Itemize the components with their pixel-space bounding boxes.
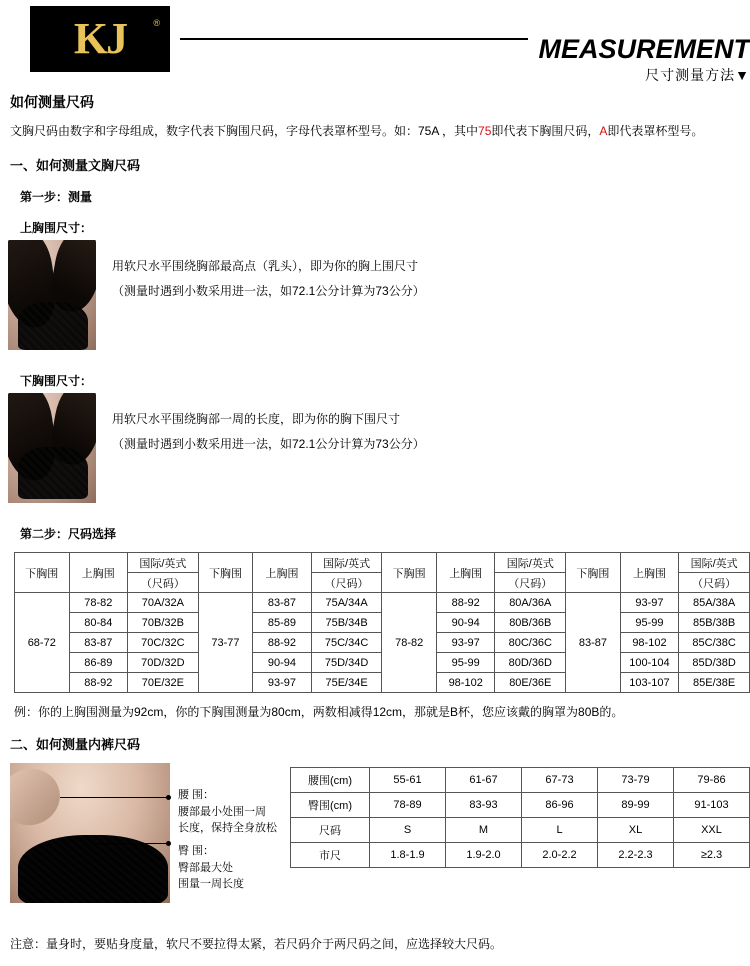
bust-cell: 83-87	[69, 633, 127, 653]
cell: XXL	[674, 818, 750, 843]
table-row	[291, 843, 750, 868]
intro-paragraph	[10, 122, 750, 141]
intl-cell: 75C/34C	[311, 633, 382, 653]
cell: 2.0-2.2	[522, 843, 598, 868]
cell: 83-93	[446, 793, 522, 818]
cell: 91-103	[674, 793, 750, 818]
table-row	[15, 593, 750, 613]
band-cell-2: 73-77	[198, 593, 253, 693]
cell: M	[446, 818, 522, 843]
registered-mark-icon: ®	[153, 18, 160, 28]
upper-bust-photo	[8, 240, 96, 350]
th-bust-4: 上胸围	[620, 553, 679, 593]
bust-cell: 90-94	[253, 653, 311, 673]
bust-cell: 98-102	[620, 633, 679, 653]
bra-size-table-body	[15, 593, 750, 693]
intl-cell: 75E/34E	[311, 673, 382, 693]
cell: S	[370, 818, 446, 843]
hip-leader-line	[96, 843, 170, 844]
hip-leader-dot	[166, 841, 171, 846]
bust-cell: 93-97	[620, 593, 679, 613]
intl-cell: 85B/38B	[679, 613, 750, 633]
upper-bust-line-1: 用软尺水平围绕胸部最高点（乳头），即为你的胸上围尺寸	[112, 259, 419, 274]
under-bust-label: 下胸围尺寸：	[20, 374, 93, 389]
cell: XL	[598, 818, 674, 843]
intro-highlight-a: A	[599, 124, 608, 138]
hip-desc-2: 围量一周长度	[178, 878, 244, 891]
row-label: 尺码	[291, 818, 370, 843]
step-one-title: 第一步：测量	[20, 190, 93, 205]
intl-cell: 70A/32A	[128, 593, 199, 613]
section-one-title: 一、如何测量文胸尺码	[10, 158, 141, 174]
intl-cell: 85C/38C	[679, 633, 750, 653]
upper-bust-line-2: （测量时遇到小数采用进一法，如72.1公分计算为73公分）	[112, 284, 425, 299]
intl-cell: 80E/36E	[495, 673, 566, 693]
under-bust-line-1: 用软尺水平围绕胸部一周的长度，即为你的胸下围尺寸	[112, 412, 401, 427]
upper-bust-block	[0, 240, 750, 358]
th-sub-4: （尺码）	[679, 573, 750, 593]
under-bust-block	[0, 393, 750, 511]
bust-cell: 83-87	[253, 593, 311, 613]
under-bust-instructions	[112, 407, 425, 457]
intl-cell: 70E/32E	[128, 673, 199, 693]
hip-measure-section	[0, 761, 750, 911]
cell: 67-73	[522, 768, 598, 793]
page-header	[0, 0, 750, 82]
waist-desc-2: 长度，保持全身放松	[178, 822, 277, 835]
intl-cell: 85E/38E	[679, 673, 750, 693]
intro-text-1: 文胸尺码由数字和字母组成，数字代表下胸围尺码，字母代表罩杯型号。如：75A ，其中	[10, 124, 479, 138]
intl-cell: 85D/38D	[679, 653, 750, 673]
bust-cell: 93-97	[436, 633, 495, 653]
hip-photo	[10, 763, 170, 903]
bust-cell: 95-99	[436, 653, 495, 673]
intl-cell: 80A/36A	[495, 593, 566, 613]
cell: 79-86	[674, 768, 750, 793]
example-text: 例：你的上胸围测量为92cm，你的下胸围测量为80cm，两数相减得12cm，那就是B杯，您应该戴的胸罩为80B的。	[14, 705, 624, 720]
intl-cell: 75D/34D	[311, 653, 382, 673]
waist-label: 腰 围：	[178, 789, 215, 802]
intl-cell: 85A/38A	[679, 593, 750, 613]
cell: 55-61	[370, 768, 446, 793]
bust-cell: 88-92	[253, 633, 311, 653]
waist-leader-dot	[166, 795, 171, 800]
cell: L	[522, 818, 598, 843]
th-sub-1: （尺码）	[128, 573, 199, 593]
cell: 2.2-2.3	[598, 843, 674, 868]
cell: 86-96	[522, 793, 598, 818]
brand-logo-text: KJ	[73, 14, 127, 63]
page-heading: 如何测量尺码	[10, 94, 94, 110]
cell: 1.8-1.9	[370, 843, 446, 868]
row-label: 市尺	[291, 843, 370, 868]
header-title-block	[528, 36, 750, 85]
intl-cell: 70B/32B	[128, 613, 199, 633]
th-bust-3: 上胸围	[436, 553, 495, 593]
intro-text-2: 即代表下胸围尺码，	[491, 124, 600, 138]
waist-label-block	[178, 787, 277, 837]
page-title-en: MEASUREMENT	[538, 34, 750, 64]
th-band-4: 下胸围	[566, 553, 621, 593]
hip-label-block	[178, 843, 244, 893]
th-bust-2: 上胸围	[253, 553, 311, 593]
bust-cell: 90-94	[436, 613, 495, 633]
photo-lace-bra-2	[18, 447, 88, 499]
section-two-title: 二、如何测量内裤尺码	[10, 737, 141, 753]
hip-desc-1: 臀部最大处	[178, 861, 233, 874]
bra-size-table-wrap	[14, 552, 750, 693]
intl-cell: 70D/32D	[128, 653, 199, 673]
intro-text-3: 即代表罩杯型号。	[607, 124, 704, 138]
th-intl-3: 国际/英式	[495, 553, 566, 573]
cell: 73-79	[598, 768, 674, 793]
brand-logo	[30, 6, 170, 72]
cell: ≥2.3	[674, 843, 750, 868]
row-label: 臀围(cm)	[291, 793, 370, 818]
th-sub-3: （尺码）	[495, 573, 566, 593]
cell: 61-67	[446, 768, 522, 793]
bra-size-table	[14, 552, 750, 693]
cell: 78-89	[370, 793, 446, 818]
panty-size-table	[290, 767, 750, 868]
intl-cell: 70C/32C	[128, 633, 199, 653]
intl-cell: 80D/36D	[495, 653, 566, 673]
intl-cell: 80B/36B	[495, 613, 566, 633]
bust-cell: 98-102	[436, 673, 495, 693]
band-cell-3: 78-82	[382, 593, 437, 693]
photo-lace-bra	[18, 302, 88, 350]
upper-bust-label: 上胸围尺寸：	[20, 221, 93, 236]
th-band-1: 下胸围	[15, 553, 70, 593]
table-row	[291, 793, 750, 818]
bra-size-table-head	[15, 553, 750, 593]
th-sub-2: （尺码）	[311, 573, 382, 593]
table-row	[291, 768, 750, 793]
bust-cell: 86-89	[69, 653, 127, 673]
intl-cell: 75A/34A	[311, 593, 382, 613]
th-band-2: 下胸围	[198, 553, 253, 593]
waist-desc-1: 腰部最小处围一周	[178, 805, 266, 818]
hip-label: 臀 围：	[178, 845, 215, 858]
th-intl-1: 国际/英式	[128, 553, 199, 573]
hip-photo-panty	[18, 835, 168, 903]
intl-cell: 75B/34B	[311, 613, 382, 633]
under-bust-photo	[8, 393, 96, 503]
waist-leader-line	[60, 797, 170, 798]
th-band-3: 下胸围	[382, 553, 437, 593]
upper-bust-instructions	[112, 254, 425, 304]
bust-cell: 95-99	[620, 613, 679, 633]
table-row	[291, 818, 750, 843]
cell: 1.9-2.0	[446, 843, 522, 868]
page-title-cn: 尺寸测量方法▼	[645, 67, 750, 83]
panty-size-table-body	[291, 768, 750, 868]
th-intl-4: 国际/英式	[679, 553, 750, 573]
bra-size-header-row-1	[15, 553, 750, 573]
band-cell-1: 68-72	[15, 593, 70, 693]
row-label: 腰围(cm)	[291, 768, 370, 793]
intro-highlight-75: 75	[478, 124, 492, 138]
bust-cell: 103-107	[620, 673, 679, 693]
th-intl-2: 国际/英式	[311, 553, 382, 573]
step-two-title: 第二步：尺码选择	[20, 527, 117, 542]
footer-note: 注意：量身时，要贴身度量，软尺不要拉得太紧，若尺码介于两尺码之间，应选择较大尺码。	[10, 937, 503, 951]
bust-cell: 88-92	[69, 673, 127, 693]
band-cell-4: 83-87	[566, 593, 621, 693]
bust-cell: 100-104	[620, 653, 679, 673]
th-bust-1: 上胸围	[69, 553, 127, 593]
bust-cell: 80-84	[69, 613, 127, 633]
bust-cell: 78-82	[69, 593, 127, 613]
cell: 89-99	[598, 793, 674, 818]
intl-cell: 80C/36C	[495, 633, 566, 653]
bust-cell: 85-89	[253, 613, 311, 633]
bust-cell: 93-97	[253, 673, 311, 693]
bust-cell: 88-92	[436, 593, 495, 613]
under-bust-line-2: （测量时遇到小数采用进一法，如72.1公分计算为73公分）	[112, 437, 425, 452]
